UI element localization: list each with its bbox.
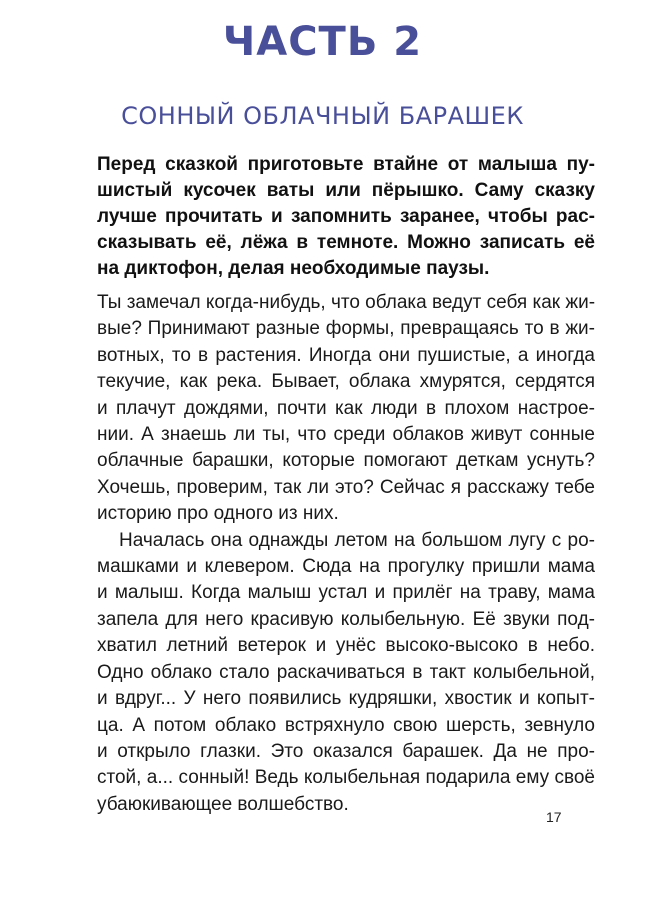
text-line: Ты замечал когда-нибудь, что облака ведут себя как жи- bbox=[97, 292, 596, 313]
intro-line: шистый кусочек ваты или пёрышко. Саму сказку bbox=[97, 180, 595, 201]
text-line: облачные барашки, которые помогают деткам уснуть? bbox=[97, 450, 595, 472]
text-line: вые? Принимают разные формы, превращаясь то в жи- bbox=[97, 318, 595, 340]
text-line: ца. А потом облако встряхнуло свою шерсть, зевнуло bbox=[97, 714, 595, 736]
text-line: и малыш. Когда малыш устал и прилёг на траву, мама bbox=[97, 582, 595, 604]
text-line: текучие, как река. Бывает, облака хмурятся, сердятся bbox=[97, 371, 595, 393]
intro-line: сказывать её, лёжа в темноте. Можно записать её bbox=[97, 232, 595, 253]
story-body bbox=[97, 290, 595, 818]
text-line: машками и клевером. Сюда на прогулку пришли мама bbox=[97, 556, 595, 578]
page-number: 17 bbox=[546, 809, 562, 825]
part-heading: ЧАСТЬ 2 bbox=[222, 19, 423, 65]
text-line: запела для него красивую колыбельную. Её звуки под- bbox=[97, 608, 595, 630]
intro-line: Перед сказкой приготовьте втайне от малыша пу- bbox=[97, 154, 595, 175]
text-line: вотных, то в растения. Иногда они пушистые, а иногда bbox=[97, 344, 595, 366]
text-line: и открыло глазки. Это оказался барашек. Да не про- bbox=[97, 740, 595, 762]
text-line: и вдруг... У него появились кудряшки, хвостик и копыт- bbox=[97, 688, 595, 710]
text-line: Одно облако стало раскачиваться в такт колыбельной, bbox=[97, 661, 595, 683]
text-line: историю про одного из них. bbox=[97, 503, 339, 525]
text-line: нии. А знаешь ли ты, что среди облаков живут сонные bbox=[97, 424, 595, 446]
paragraph-1 bbox=[97, 290, 595, 528]
text-line: хватил летний ветерок и унёс высоко-высоко в небо. bbox=[97, 635, 595, 657]
text-line: стой, а... сонный! Ведь колыбельная подарила ему своё bbox=[97, 767, 595, 789]
text-line: убаюкивающее волшебство. bbox=[97, 793, 349, 815]
intro-line: лучше прочитать и запомнить заранее, чтобы рас- bbox=[97, 206, 595, 227]
text-line: Началась она однажды летом на большом лугу с ро- bbox=[119, 529, 595, 551]
story-title: СОННЫЙ ОБЛАЧНЫЙ БАРАШЕК bbox=[121, 102, 524, 130]
intro-line: на диктофон, делая необходимые паузы. bbox=[97, 258, 490, 279]
intro-instructions bbox=[97, 152, 595, 282]
paragraph-2 bbox=[97, 528, 595, 818]
text-line: и плачут дождями, почти как люди в плохом настрое- bbox=[97, 397, 595, 419]
text-line: Хочешь, проверим, так ли это? Сейчас я расскажу тебе bbox=[97, 476, 595, 498]
